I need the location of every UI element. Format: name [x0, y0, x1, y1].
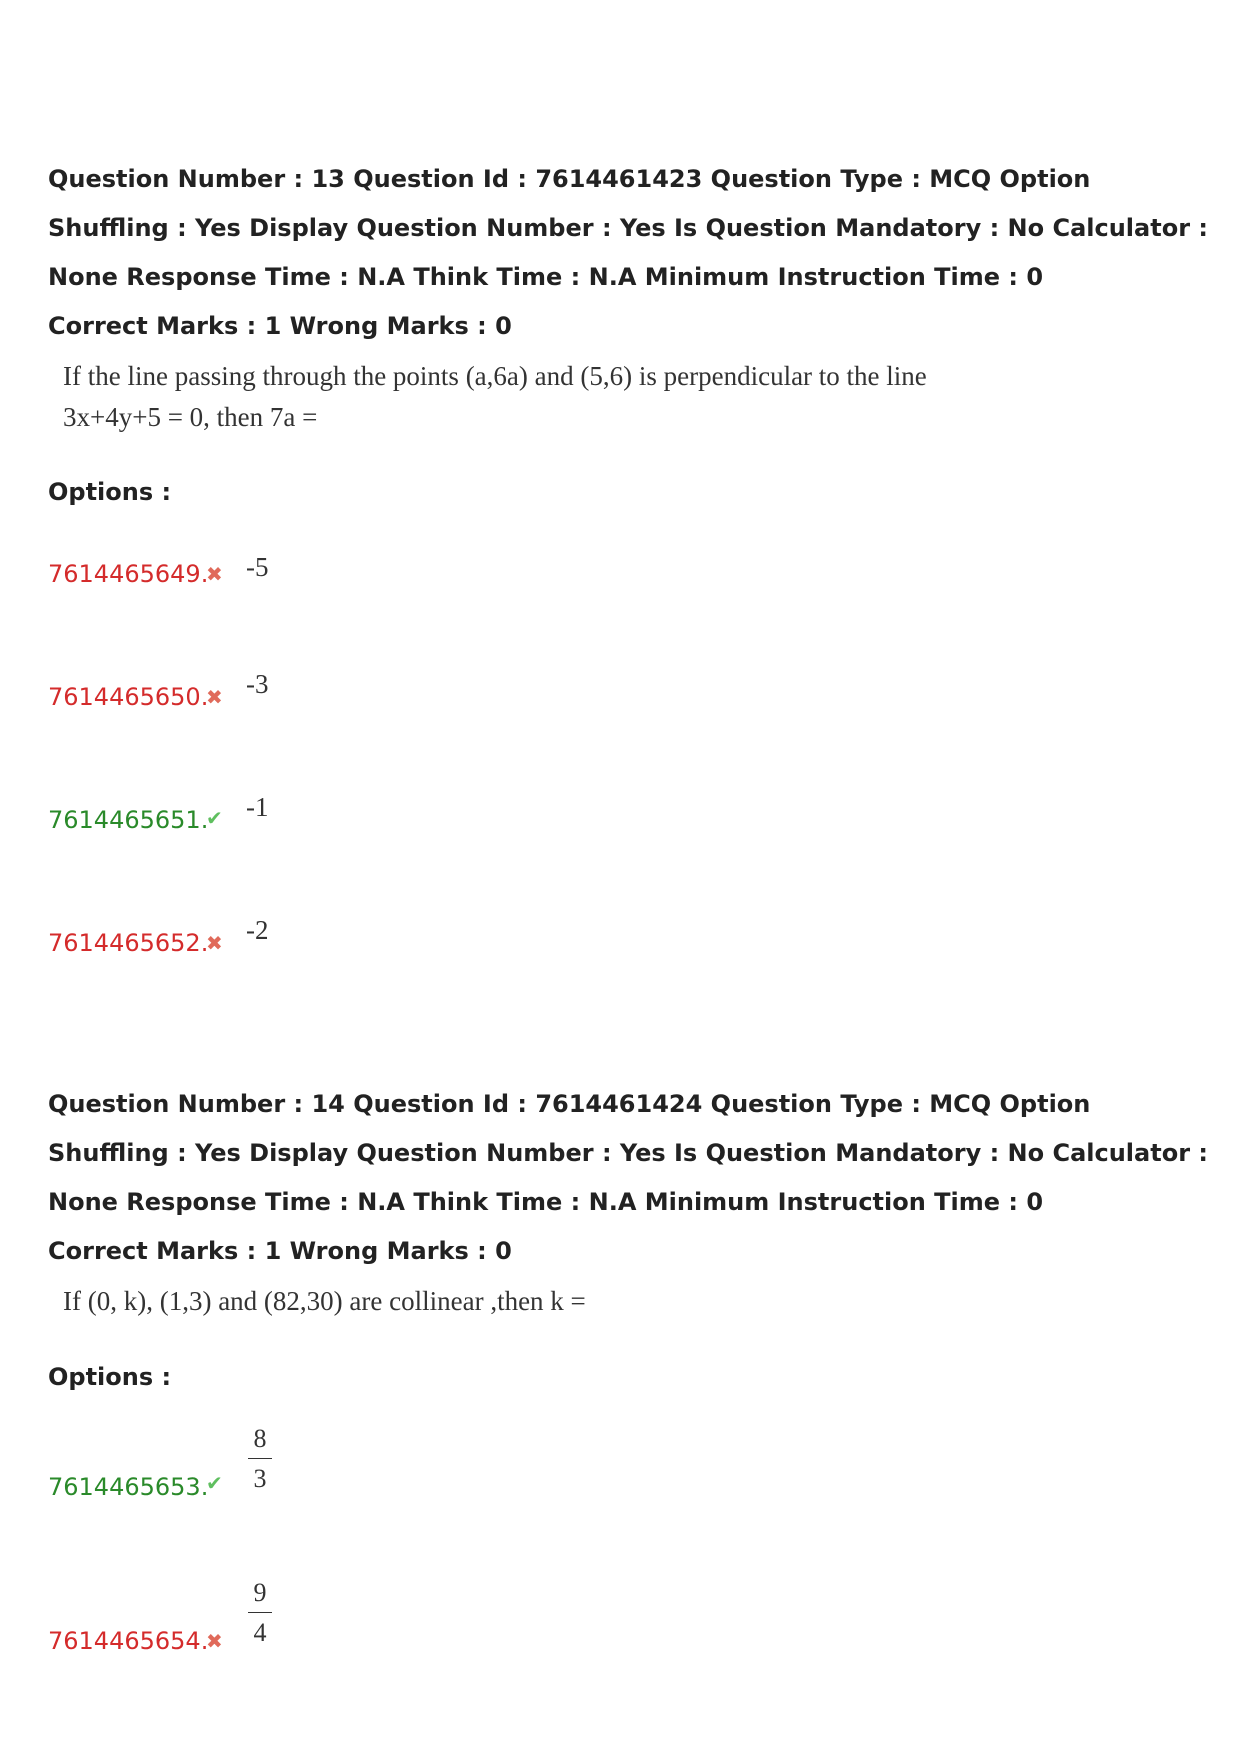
option-value: -1 [246, 792, 269, 822]
cross-icon: ✖ [206, 685, 223, 709]
check-icon: ✔ [206, 806, 223, 830]
option-value: -2 [246, 915, 269, 945]
option-id: 7614465651. [48, 806, 209, 834]
question-text: If the line passing through the points (a,6a) and (5,6) is perpendicular to the line 3x+4y+5 = 0, then 7a = [63, 361, 927, 432]
option-id: 7614465650. [48, 683, 209, 711]
question-14-options [48, 1363, 1208, 1693]
cross-icon: ✖ [206, 931, 223, 955]
question-marks: Correct Marks : 1 Wrong Marks : 0 [48, 312, 512, 340]
options-label: Options : [48, 1363, 172, 1391]
options-label: Options : [48, 478, 172, 506]
check-icon: ✔ [206, 1471, 223, 1495]
option-id: 7614465653. [48, 1473, 209, 1501]
question-14 [48, 1080, 1208, 1322]
option-value: -3 [246, 669, 269, 699]
question-text: If (0, k), (1,3) and (82,30) are collinear ,then k = [63, 1286, 586, 1316]
fraction-denominator: 3 [253, 1464, 267, 1493]
option-value-fraction [248, 1577, 272, 1649]
fraction-denominator: 4 [253, 1618, 267, 1647]
option-value: -5 [246, 552, 269, 582]
fraction-numerator: 9 [253, 1578, 267, 1607]
question-marks: Correct Marks : 1 Wrong Marks : 0 [48, 1237, 512, 1265]
cross-icon: ✖ [206, 1629, 223, 1653]
question-13-options [48, 478, 1208, 978]
cross-icon: ✖ [206, 562, 223, 586]
question-13 [48, 155, 1208, 438]
question-meta: Question Number : 13 Question Id : 7614461423 Question Type : MCQ Option Shuffling : Yes Display Question Number : Yes Is Question Mandatory : No Calculator : None Response Time : N.A Think Time : N.A Minimum Instruction Time : 0 [48, 165, 1208, 291]
option-id: 7614465649. [48, 560, 209, 588]
option-value-fraction [248, 1423, 272, 1495]
fraction-bar [248, 1612, 272, 1613]
fraction-numerator: 8 [253, 1424, 267, 1453]
question-meta: Question Number : 14 Question Id : 7614461424 Question Type : MCQ Option Shuffling : Yes Display Question Number : Yes Is Question Mandatory : No Calculator : None Response Time : N.A Think Time : N.A Minimum Instruction Time : 0 [48, 1090, 1208, 1216]
fraction-bar [248, 1458, 272, 1459]
option-id: 7614465654. [48, 1627, 209, 1655]
option-id: 7614465652. [48, 929, 209, 957]
